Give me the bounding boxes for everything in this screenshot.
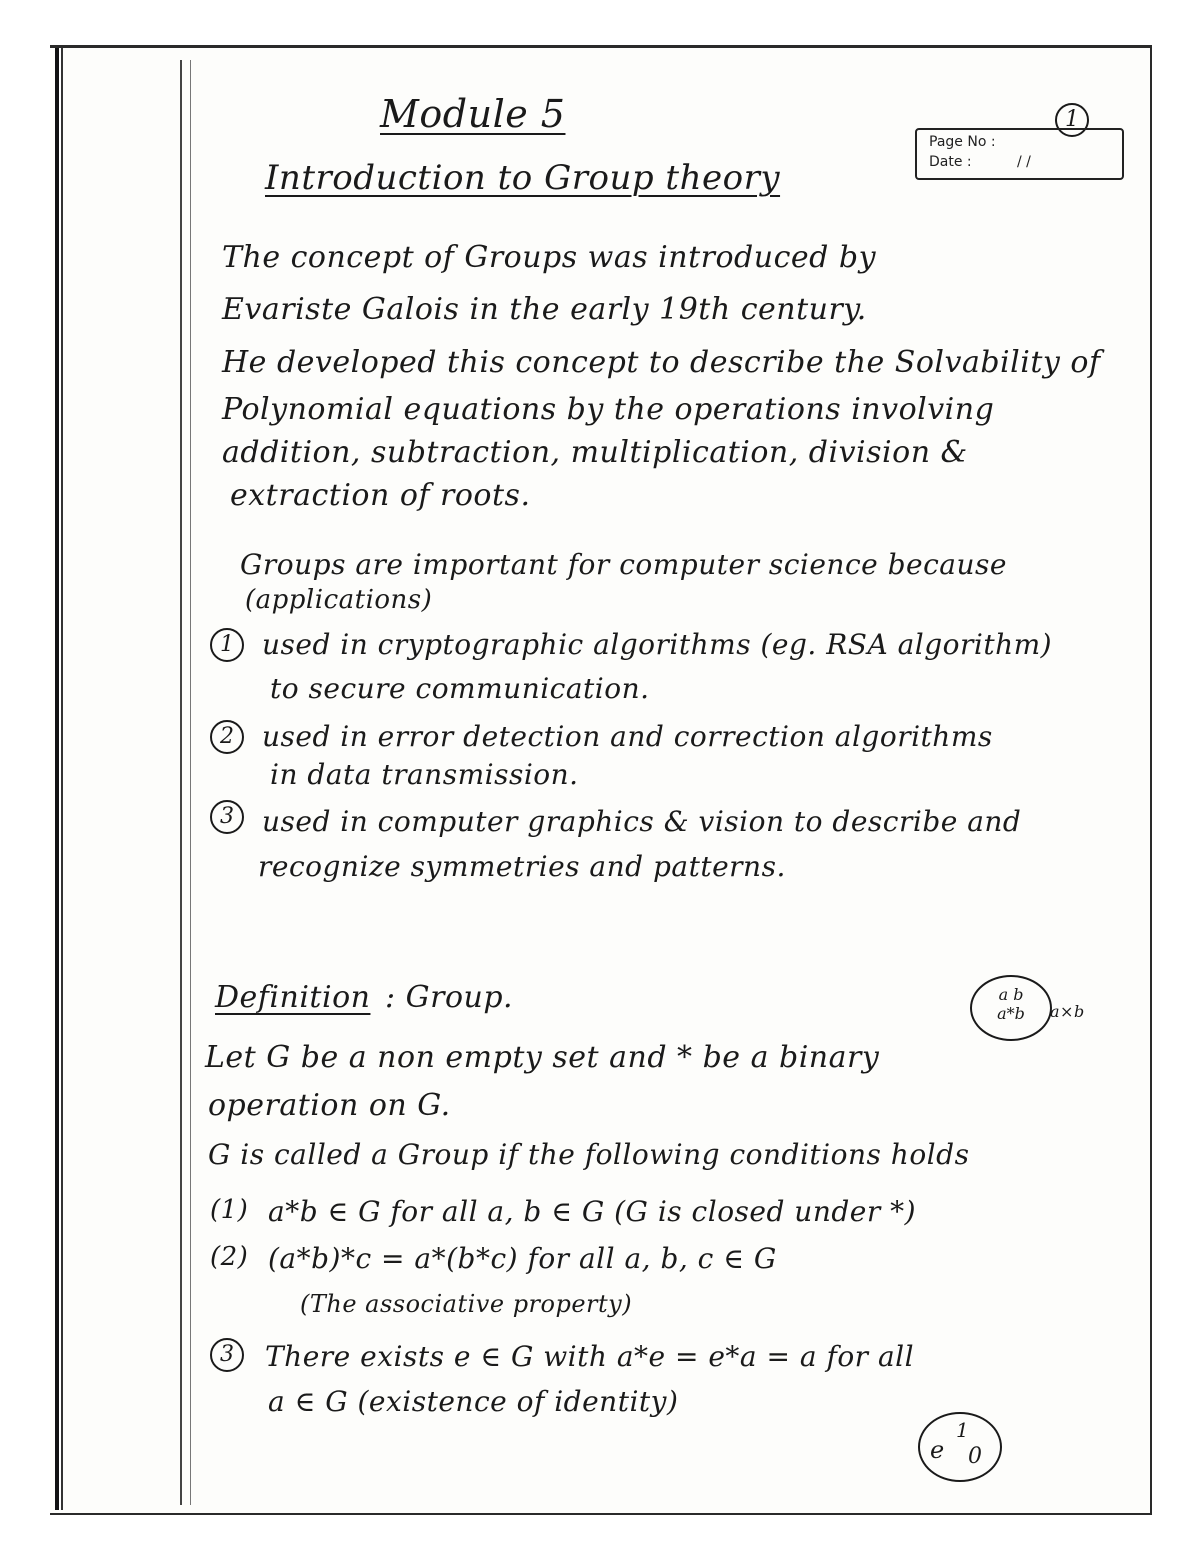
condition-text: (a*b)*c = a*(b*c) for all a, b, c ∈ G — [268, 1242, 777, 1275]
condition-text: a ∈ G (existence of identity) — [268, 1385, 679, 1418]
condition-number: (1) — [210, 1195, 249, 1225]
margin-line — [180, 60, 191, 1505]
list-item: to secure communication. — [270, 672, 650, 705]
page-title: Module 5 — [380, 92, 566, 136]
page-binding-edge — [55, 48, 69, 1510]
list-item: used in computer graphics & vision to describe and — [262, 805, 1022, 838]
page-number: 1 — [1055, 103, 1089, 137]
stamp-date-label: Date : — [929, 154, 972, 170]
section-subtitle: Introduction to Group theory — [265, 158, 781, 198]
bottom-note-bubble — [918, 1412, 1002, 1482]
intro-line: He developed this concept to describe the Solvability of — [222, 345, 1101, 380]
bottom-note-value: e — [930, 1436, 945, 1464]
definition-line: operation on G. — [208, 1088, 451, 1123]
list-item: in data transmission. — [270, 758, 579, 791]
condition-note: (The associative property) — [300, 1290, 633, 1318]
definition-label: Definition — [215, 980, 371, 1015]
intro-line: The concept of Groups was introduced by — [222, 240, 877, 275]
intro-line: Evariste Galois in the early 19th century. — [222, 292, 867, 327]
list-number: 2 — [210, 720, 244, 754]
list-item: recognize symmetries and patterns. — [258, 850, 786, 883]
condition-text: There exists e ∈ G with a*e = e*a = a for all — [265, 1340, 915, 1373]
intro-line: extraction of roots. — [230, 478, 531, 513]
definition-line: Let G be a non empty set and * be a binary — [205, 1040, 880, 1075]
side-note-line: a b — [998, 985, 1024, 1004]
definition-term: : Group. — [385, 980, 514, 1015]
list-item: used in cryptographic algorithms (eg. RSA algorithm) — [262, 628, 1053, 661]
applications-subheading: (applications) — [245, 585, 433, 615]
applications-heading: Groups are important for computer science because — [240, 548, 1007, 581]
list-number: 3 — [210, 800, 244, 834]
side-note-bubble — [970, 975, 1052, 1041]
stamp-date-value: / / — [1017, 154, 1031, 170]
bottom-note-value: 1 — [956, 1418, 969, 1442]
stamp-page-label: Page No : — [929, 134, 996, 150]
intro-line: addition, subtraction, multiplication, division & — [222, 435, 968, 470]
side-note-line: a×b — [1050, 1002, 1085, 1021]
intro-line: Polynomial equations by the operations involving — [222, 392, 995, 427]
page-date-stamp — [915, 128, 1124, 180]
side-note-line: a*b — [997, 1004, 1025, 1023]
definition-line: G is called a Group if the following conditions holds — [208, 1138, 970, 1171]
condition-number: 3 — [210, 1338, 244, 1372]
condition-text: a*b ∈ G for all a, b ∈ G (G is closed under *) — [268, 1195, 917, 1228]
list-number: 1 — [210, 628, 244, 662]
bottom-note-value: 0 — [968, 1444, 982, 1469]
condition-number: (2) — [210, 1242, 249, 1272]
list-item: used in error detection and correction algorithms — [262, 720, 993, 753]
